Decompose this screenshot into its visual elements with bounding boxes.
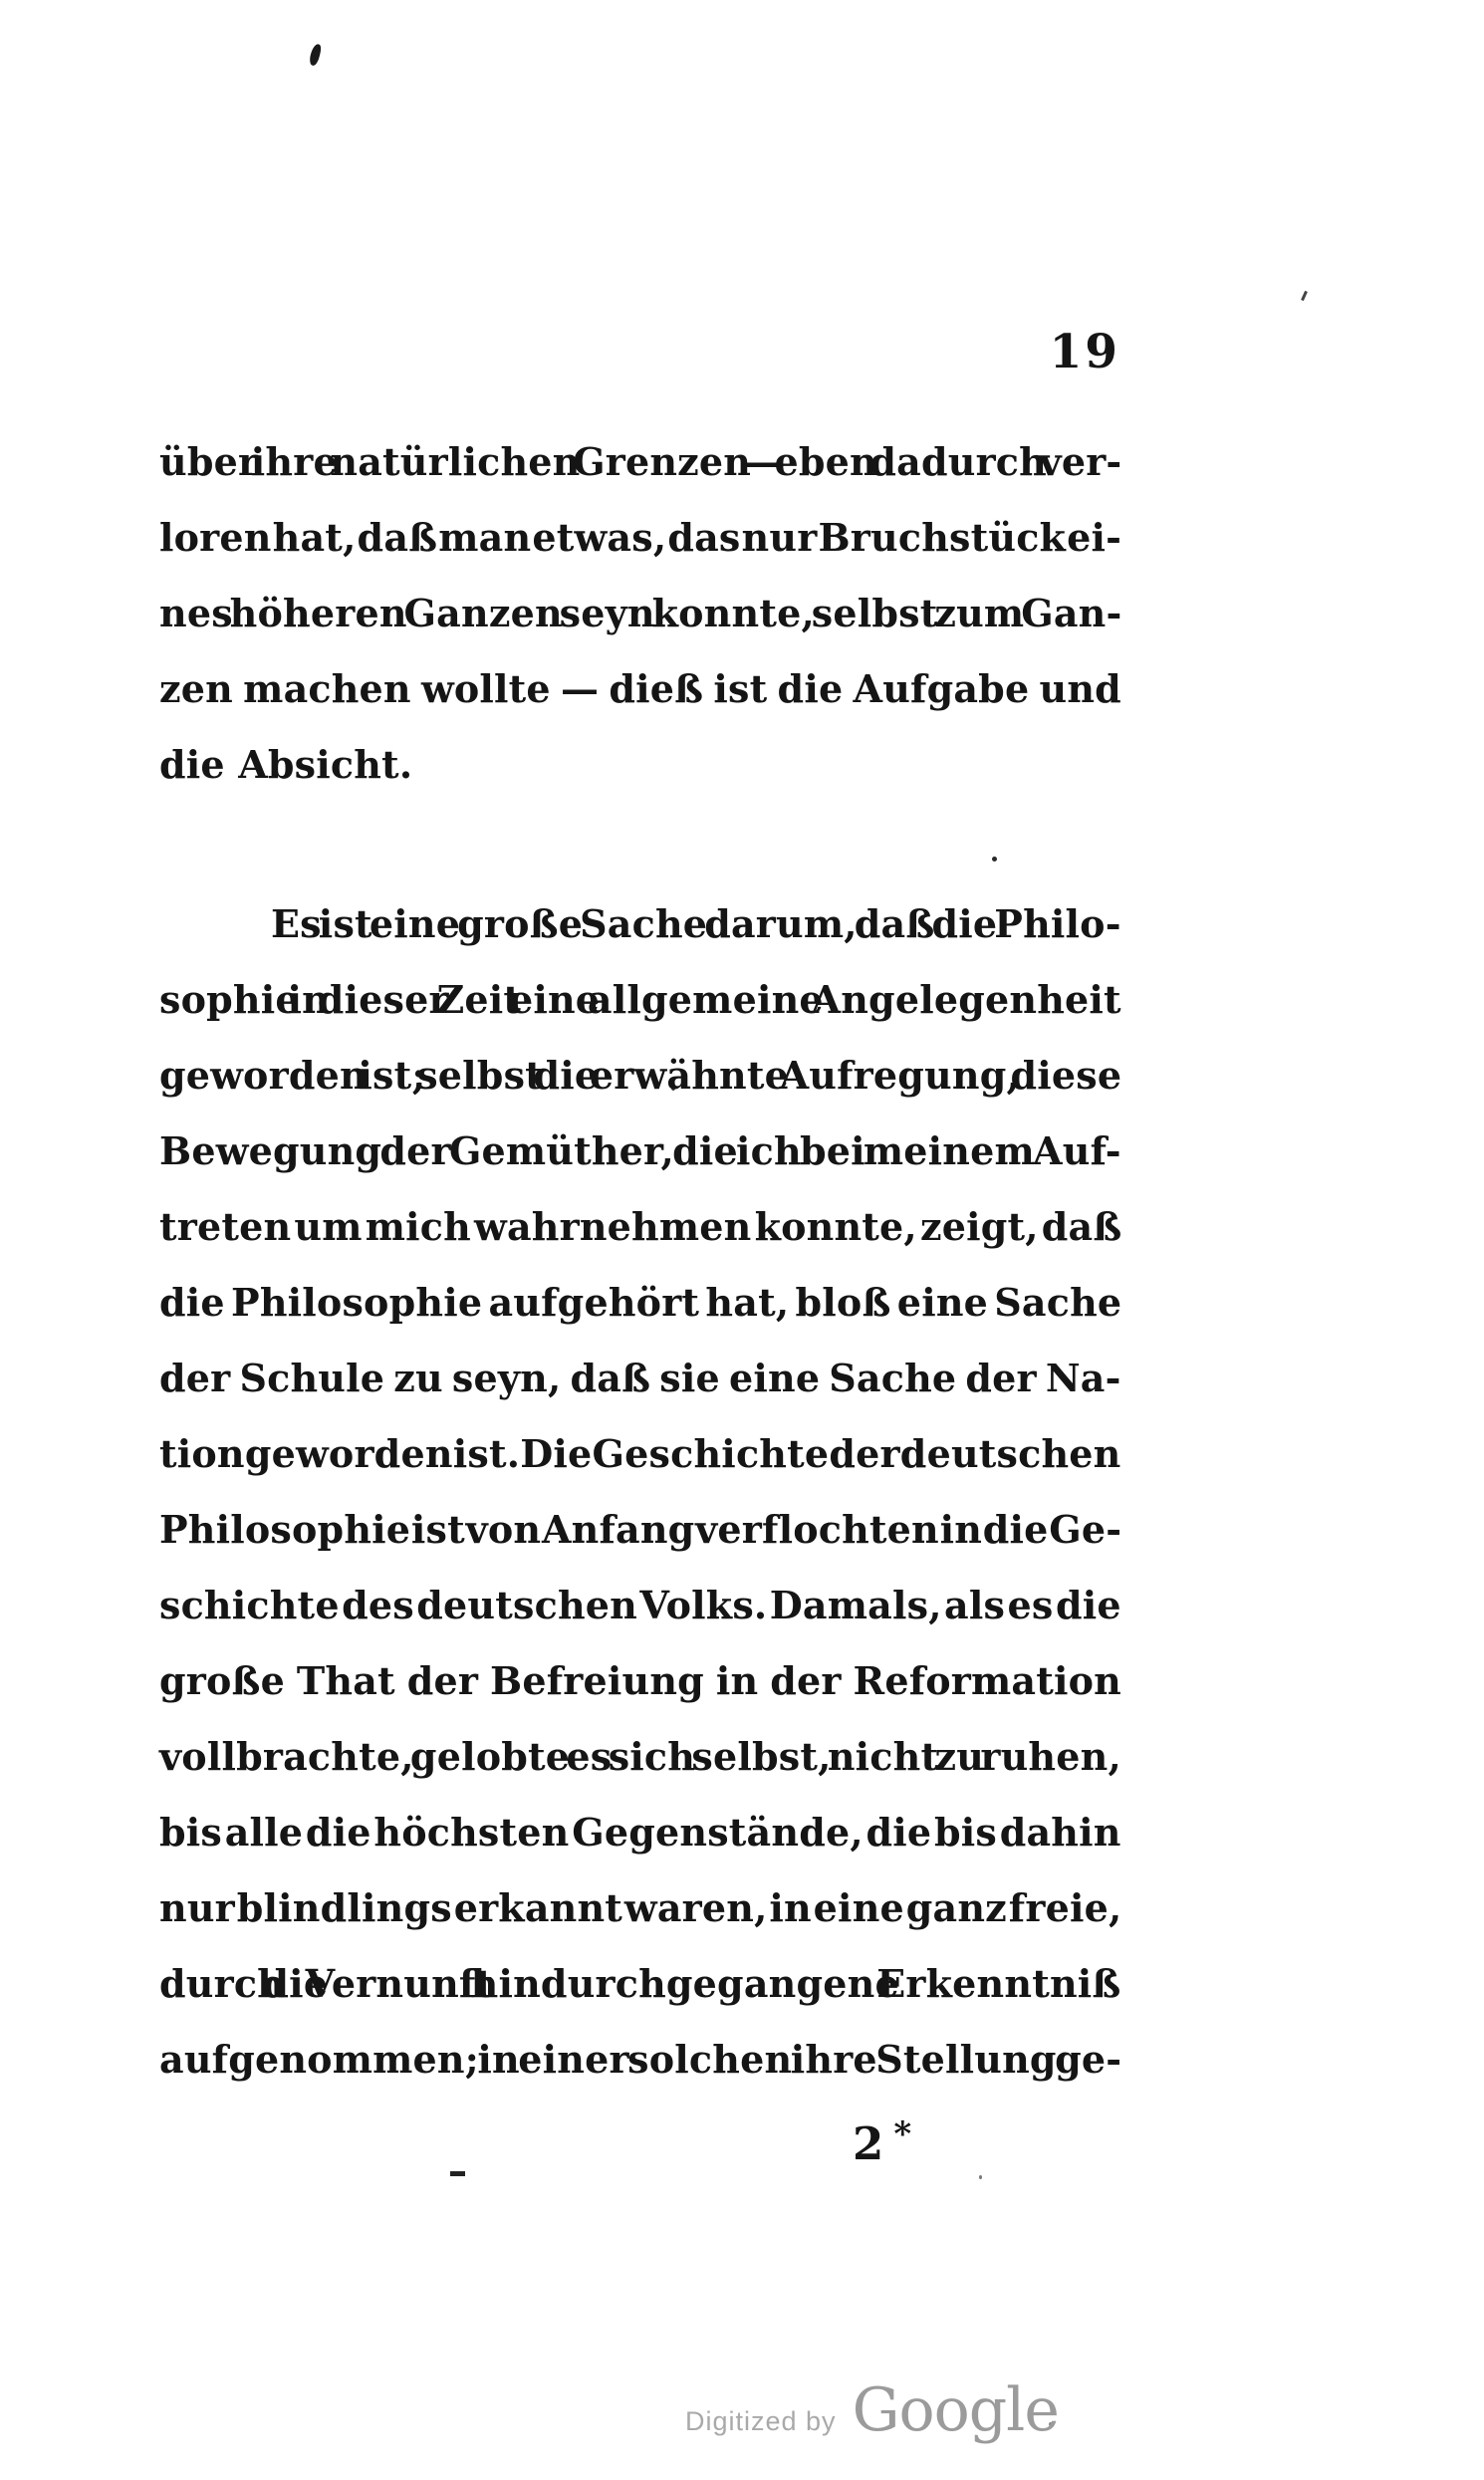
ink-speck-icon [308, 43, 322, 67]
google-logo: Google [852, 2375, 1059, 2445]
ink-speck-icon [1301, 291, 1308, 301]
digitized-by-label: Digitized by [685, 2406, 837, 2436]
paragraph-2 [159, 888, 1121, 2100]
text-line: bis alle die höchsten Gegenstände, die bis dahin [159, 1810, 1121, 1855]
text-line: treten um mich wahrnehmen konnte, zeigt, daß [159, 1204, 1122, 1249]
paragraph-gap [159, 805, 1121, 888]
text-line: geworden ist; selbst die erwähnte Aufregung, diese [159, 1053, 1122, 1098]
text-line: zen machen wollte — dieß ist die Aufgabe und [159, 666, 1121, 711]
text-block [159, 426, 1121, 2100]
text-line: Bewegung der Gemüther, die ich bei meinem Auf- [159, 1128, 1121, 1173]
text-line: sophie in dieser Zeit eine allgemeine Angelegenheit [159, 977, 1121, 1022]
text-line: durch die Vernunft hindurchgegangene Erkenntniß [159, 1961, 1121, 2006]
text-line: große That der Befreiung in der Reformation [159, 1658, 1122, 1703]
page-number: 19 [1049, 325, 1120, 379]
text-line: tion geworden ist. Die Geschichte der deutschen [159, 1431, 1121, 1476]
text-line: die Philosophie aufgehört hat, bloß eine Sache [159, 1280, 1122, 1325]
ink-speck-icon [450, 2171, 465, 2176]
text-line: der Schule zu seyn, daß sie eine Sache der Na- [159, 1356, 1121, 1400]
text-line: vollbrachte, gelobte es sich selbst, nicht zu ruhen, [159, 1734, 1121, 1779]
text-line: nur blindlings erkannt waren, in eine ganz freie, [159, 1885, 1122, 1930]
text-line: die Absicht. [159, 742, 413, 787]
text-line: Philosophie ist von Anfang verflochten in die Ge- [159, 1507, 1122, 1552]
text-line: aufgenommen; in einer solchen ihre Stellung ge- [159, 2037, 1122, 2082]
text-line: nes höheren Ganzen seyn konnte, selbst zum Gan- [159, 591, 1122, 635]
text-line: schichte des deutschen Volks. Damals, als es die [159, 1583, 1121, 1627]
signature-number: 2 [853, 2117, 884, 2170]
signature-mark [853, 2109, 911, 2169]
text-line: Es ist eine große Sache darum, daß die Philo- [271, 901, 1121, 946]
text-line: über ihre natürlichen Grenzen — eben dadurch ver- [159, 439, 1122, 484]
digitization-footer [685, 2375, 1059, 2445]
signature-asterisk: * [893, 2114, 912, 2154]
paragraph-1 [159, 426, 1121, 805]
text-line: loren hat, daß man etwas, das nur Bruchstück ei- [159, 515, 1122, 560]
ink-speck-icon [979, 2175, 982, 2179]
